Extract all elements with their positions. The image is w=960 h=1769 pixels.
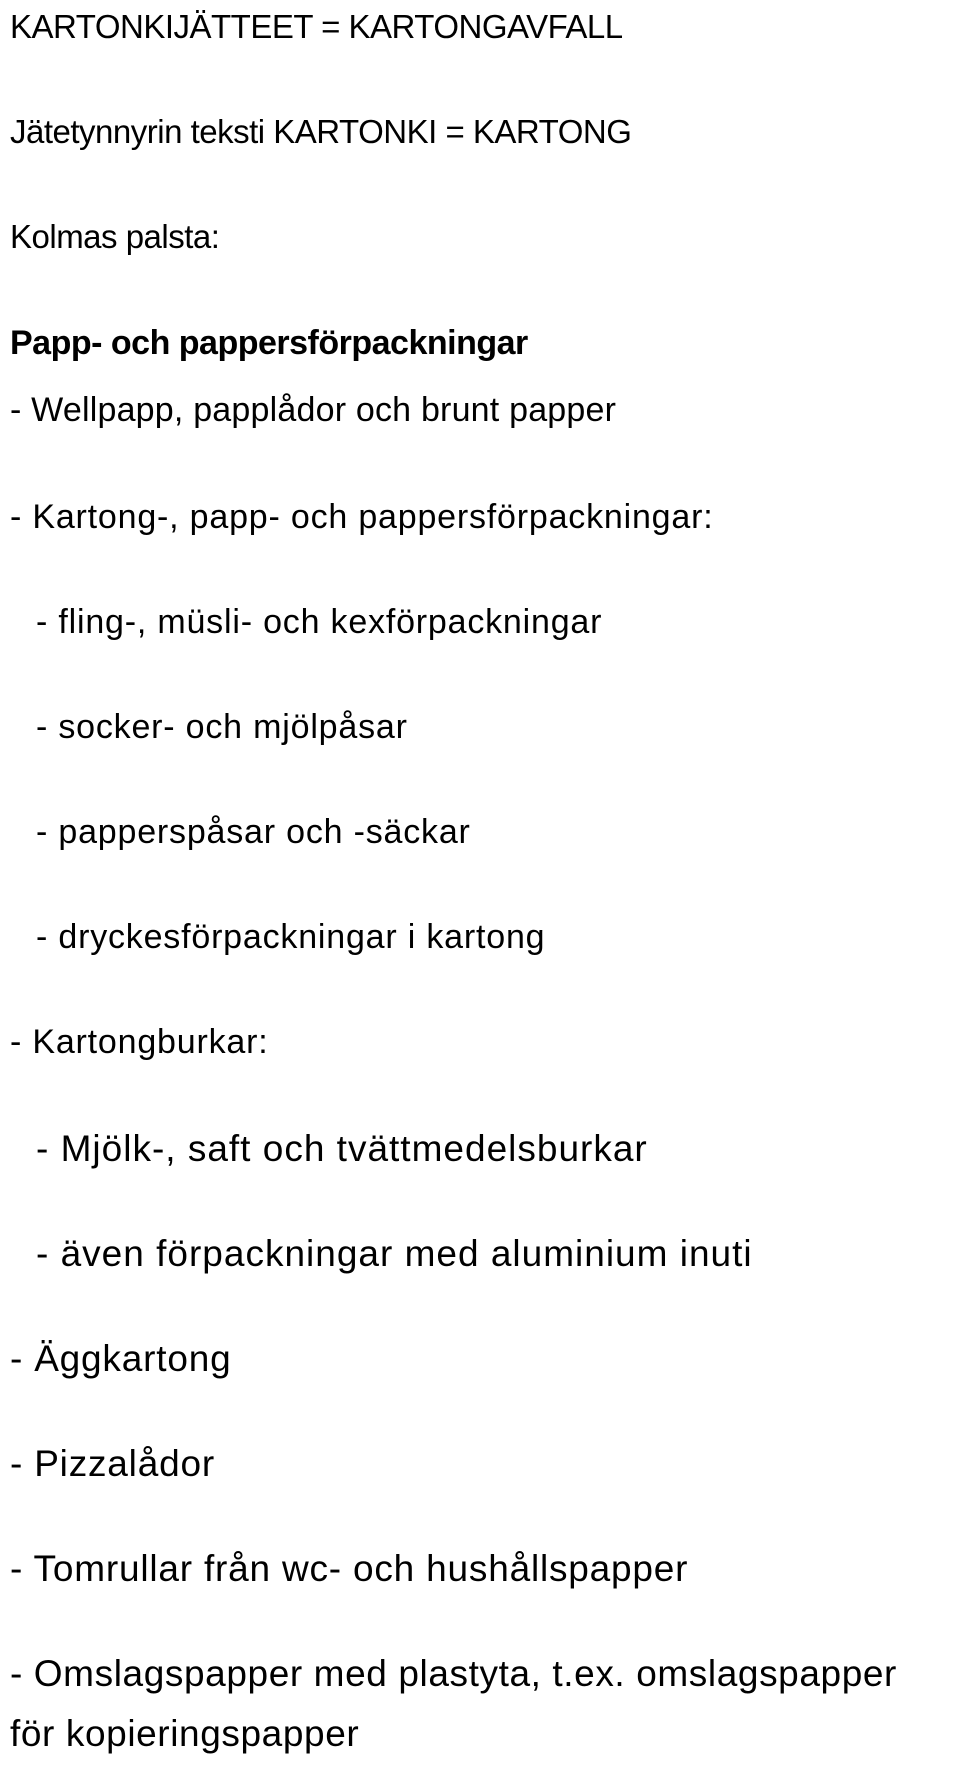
section-heading: Papp- och pappersförpackningar — [10, 324, 528, 362]
list-item-continuation: för kopieringspapper — [10, 1713, 360, 1754]
list-item: - Pizzalådor — [10, 1443, 215, 1484]
list-item: - Omslagspapper med plastyta, t.ex. omslagspapper — [10, 1653, 897, 1694]
sub-list-item: - socker- och mjölpåsar — [36, 708, 408, 746]
list-item: - Wellpapp, papplådor och brunt papper — [10, 391, 617, 429]
list-item: - Kartong-, papp- och pappersförpackningar: — [10, 498, 714, 536]
document-title: KARTONKIJÄTTEET = KARTONGAVFALL — [10, 8, 623, 45]
third-column-label: Kolmas palsta: — [10, 218, 220, 255]
sub-list-item: - dryckesförpackningar i kartong — [36, 918, 546, 956]
bin-label-text: Jätetynnyrin teksti KARTONKI = KARTONG — [10, 113, 632, 150]
sub-list-item: - även förpackningar med aluminium inuti — [36, 1233, 753, 1274]
sub-list-item: - fling-, müsli- och kexförpackningar — [36, 603, 603, 641]
list-item: - Tomrullar från wc- och hushållspapper — [10, 1548, 689, 1589]
list-item: - Kartongburkar: — [10, 1023, 269, 1061]
list-item: - Äggkartong — [10, 1338, 232, 1379]
sub-list-item: - papperspåsar och -säckar — [36, 813, 471, 851]
sub-list-item: - Mjölk-, saft och tvättmedelsburkar — [36, 1128, 648, 1169]
